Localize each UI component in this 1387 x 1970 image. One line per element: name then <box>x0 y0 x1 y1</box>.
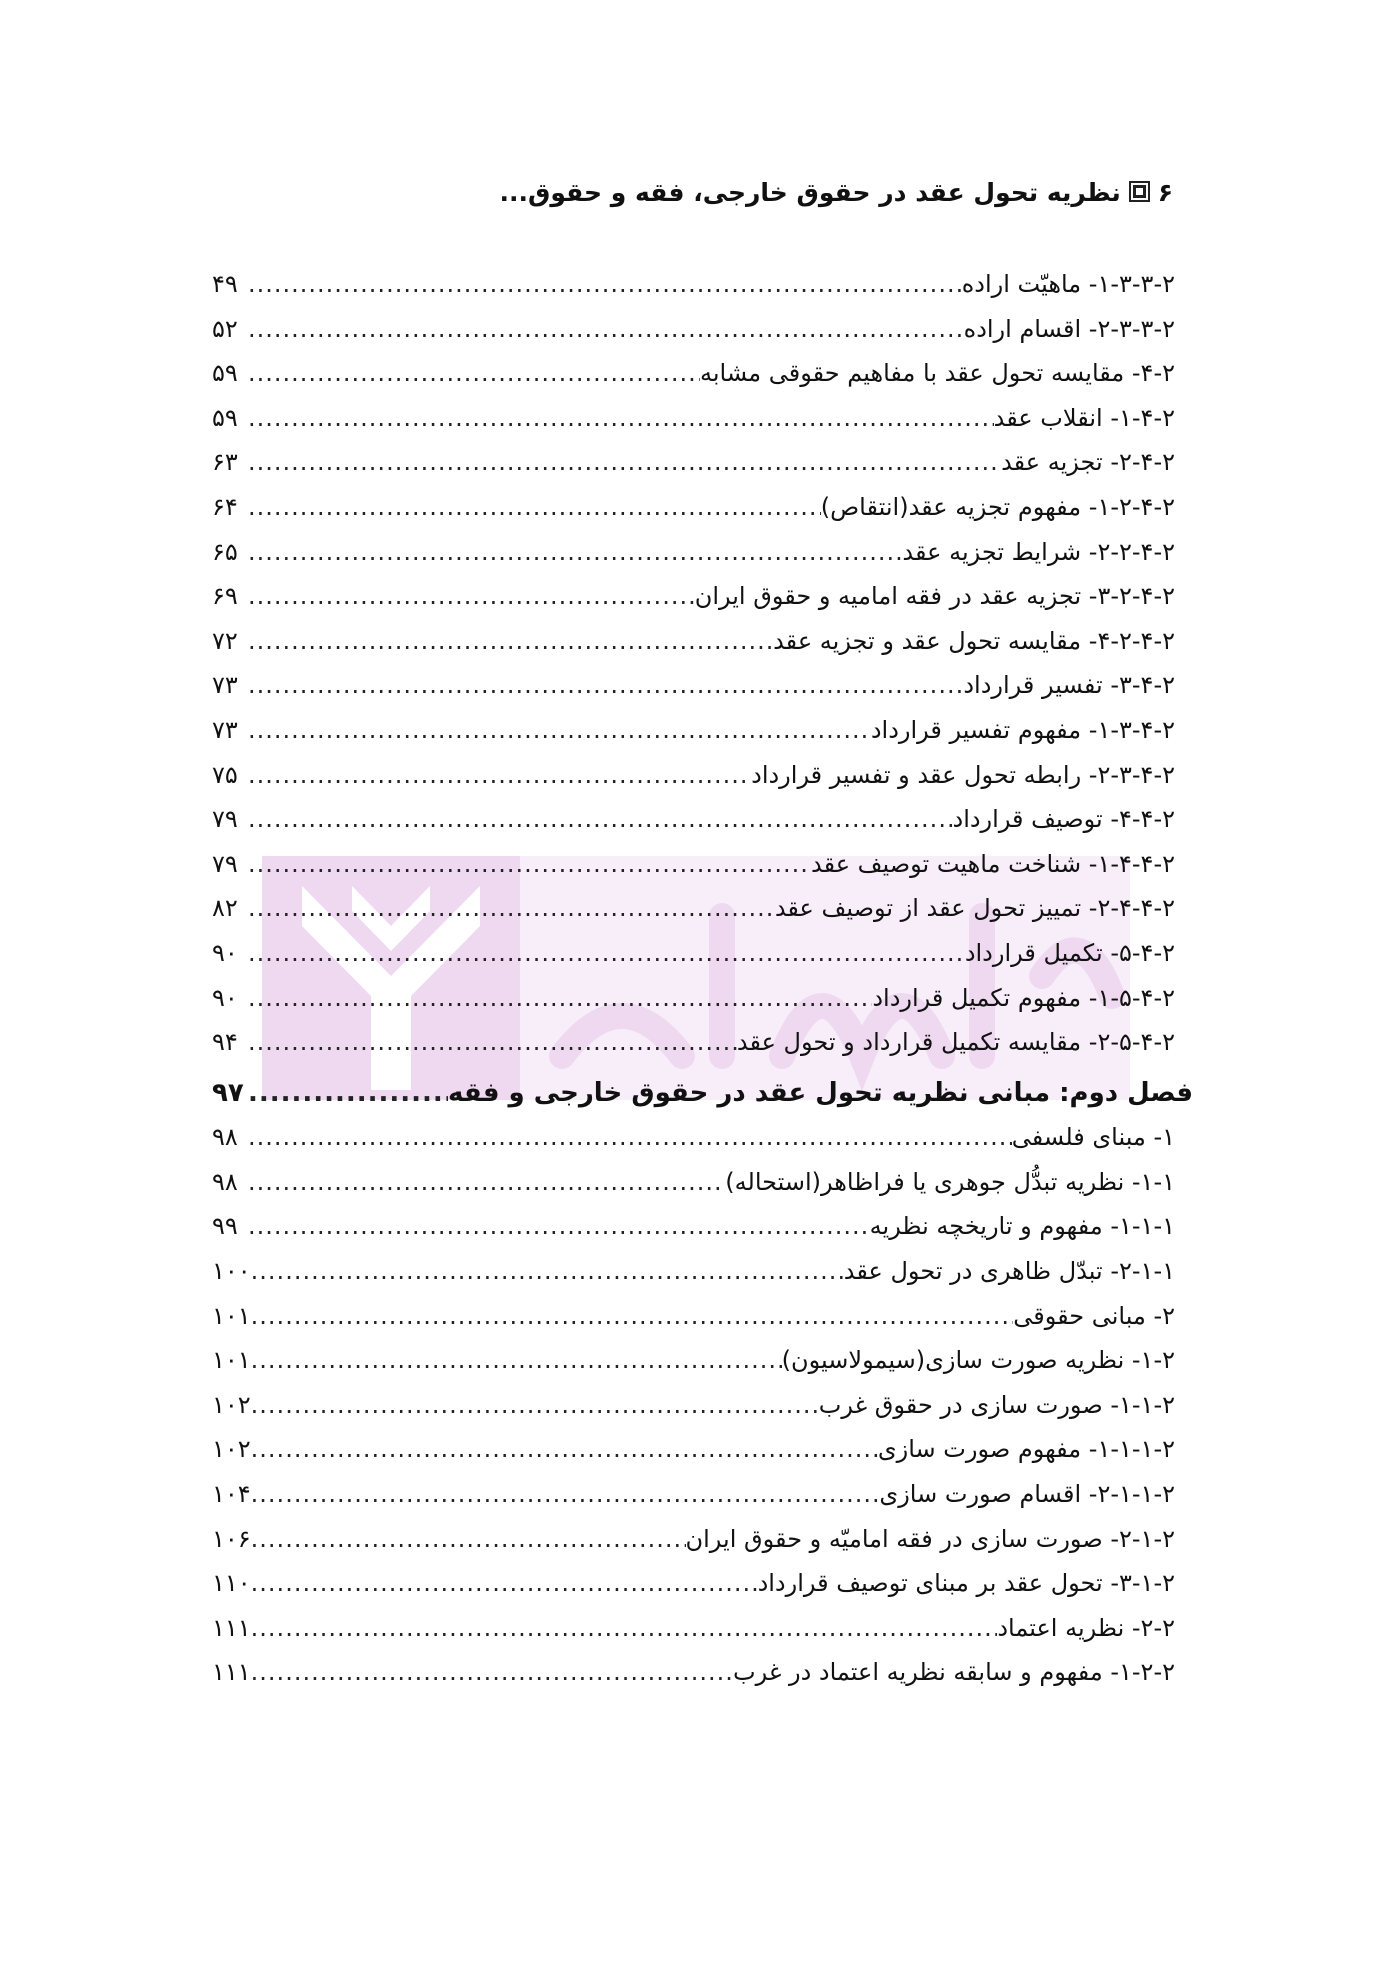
leader-dots <box>248 396 994 441</box>
toc-entry <box>212 663 1175 708</box>
toc-entry-page: ۹۷ <box>212 1077 244 1108</box>
toc-entry <box>212 1650 1175 1695</box>
leader-dots <box>251 1383 819 1428</box>
toc-entry-title: ۱-۱-۲- صورت سازی در حقوق غرب <box>818 1390 1175 1419</box>
toc-entry <box>212 1338 1175 1383</box>
leader-dots <box>248 440 1001 485</box>
toc-entry-page: ۹۰ <box>212 938 238 967</box>
leader-dots <box>251 1650 733 1695</box>
toc-entry-title: ۲-۴-۲- تجزیه عقد <box>1001 448 1175 477</box>
toc-entry <box>212 485 1175 530</box>
leader-dots <box>248 663 963 708</box>
toc-entry-title: ۲-۳-۳-۲- اقسام اراده <box>963 314 1175 343</box>
toc-entry-title: ۲-۱-۱-۲- اقسام صورت سازی <box>879 1480 1175 1509</box>
leader-dots <box>248 307 964 352</box>
leader-dots <box>251 1606 998 1651</box>
toc-entry-page: ۵۹ <box>212 403 238 432</box>
toc-entry-title: ۲-۲-۴-۲- شرایط تجزیه عقد <box>902 537 1175 566</box>
toc-entry-page: ۱۰۰ <box>212 1257 251 1286</box>
toc-entry-title: ۲-۴-۴-۲- تمییز تحول عقد از توصیف عقد <box>774 894 1175 923</box>
toc-entry-page: ۷۲ <box>212 626 238 655</box>
toc-entry <box>212 1204 1175 1249</box>
watermark-text: قانون یار <box>822 1006 826 1007</box>
toc-entry-page: ۱۱۰ <box>212 1569 251 1598</box>
toc-entry-page: ۷۳ <box>212 671 238 700</box>
toc-entry-page: ۵۹ <box>212 359 238 388</box>
leader-dots <box>248 574 695 619</box>
toc-entry <box>212 1472 1175 1517</box>
toc-entry-page: ۱۰۴ <box>212 1480 251 1509</box>
toc-entry-title: ۱-۳-۴-۲- مفهوم تفسیر قرارداد <box>870 715 1175 744</box>
leader-dots <box>248 1160 725 1205</box>
toc-entry <box>212 797 1175 842</box>
toc-entry-page: ۶۵ <box>212 537 238 566</box>
toc-entry-page: ۱۰۲ <box>212 1390 251 1419</box>
toc-entry-title: ۱-۲-۴-۲- مفهوم تجزیه عقد(انتقاص) <box>820 492 1175 521</box>
toc-entry-page: ۹۹ <box>212 1212 238 1241</box>
toc-entry-page: ۴۹ <box>212 270 238 298</box>
toc-entry-title: ۱- مبنای فلسفی <box>1011 1123 1175 1152</box>
toc-entry-page: ۱۰۱ <box>212 1301 251 1330</box>
toc-entry-title: فصل دوم: مبانی نظریه تحول عقد در حقوق خارجی و فقه <box>448 1077 1193 1108</box>
toc-entry <box>212 1115 1175 1160</box>
toc-entry <box>212 1427 1175 1472</box>
leader-dots <box>248 708 871 753</box>
toc-entry-title: ۲-۲- نظریه اعتماد <box>997 1613 1175 1642</box>
toc-entry <box>212 440 1175 485</box>
leader-dots <box>248 1020 737 1065</box>
toc-entry-page: ۱۰۲ <box>212 1435 251 1464</box>
toc-entry-title: ۱-۲-۲- مفهوم و سابقه نظریه اعتماد در غرب <box>732 1658 1175 1687</box>
square-bullet-icon <box>1129 181 1150 202</box>
leader-dots <box>248 976 872 1021</box>
leader-dots <box>251 1561 758 1606</box>
toc-entry-title: ۱-۴-۲- انقلاب عقد <box>993 403 1175 432</box>
toc-entry-title: ۲- مبانی حقوقی <box>1013 1301 1175 1330</box>
toc-entry <box>212 842 1175 887</box>
toc-entry-page: ۷۳ <box>212 715 238 744</box>
toc-entry-title: ۵-۴-۲- تکمیل قرارداد <box>964 938 1175 967</box>
toc-entry-title: ۱-۱-۱- مفهوم و تاریخچه نظریه <box>869 1212 1175 1241</box>
toc-entry-page: ۷۵ <box>212 760 238 789</box>
toc-entry-title: ۲-۳-۴-۲- رابطه تحول عقد و تفسیر قرارداد <box>751 760 1175 789</box>
toc-entry <box>212 1517 1175 1562</box>
leader-dots <box>248 619 773 664</box>
leader-dots <box>248 753 751 798</box>
leader-dots <box>251 1472 880 1517</box>
toc-entry-title: ۱-۱- نظریه تبدُّل جوهری یا فراظاهر(استحاله) <box>725 1167 1175 1196</box>
toc-entry-page: ۱۱۱ <box>212 1613 251 1642</box>
toc-entry <box>212 1606 1175 1651</box>
toc-entry-title: ۱-۳-۳-۲- ماهیّت اراده <box>961 270 1175 298</box>
leader-dots <box>248 485 821 530</box>
toc-entry-title: ۲-۱-۱- تبدّل ظاهری در تحول عقد <box>843 1257 1175 1286</box>
toc-entry-page: ۶۹ <box>212 582 238 611</box>
toc-entry-page: ۶۳ <box>212 448 238 477</box>
toc-entry <box>212 351 1175 396</box>
toc-entry <box>212 1249 1175 1294</box>
toc-entry-title: ۳-۲-۴-۲- تجزیه عقد در فقه امامیه و حقوق ایران <box>694 582 1175 611</box>
toc-entry <box>212 1160 1175 1205</box>
leader-dots <box>248 262 962 307</box>
toc-entry-title: ۱-۱-۱-۲- مفهوم صورت سازی <box>877 1435 1175 1464</box>
toc-entry-page: ۸۲ <box>212 894 238 923</box>
toc-entry <box>212 307 1175 352</box>
toc-entry <box>212 530 1175 575</box>
toc-entry-title: ۴-۲- مقایسه تحول عقد با مفاهیم حقوقی مشابه <box>700 359 1175 388</box>
toc-entry-page: ۷۹ <box>212 805 238 834</box>
toc-entry <box>212 262 1175 307</box>
toc-entry-page: ۹۴ <box>212 1028 238 1057</box>
leader-dots <box>251 1517 686 1562</box>
toc-entry <box>212 396 1175 441</box>
toc-entry <box>212 574 1175 619</box>
table-of-contents <box>212 262 1193 1695</box>
running-header <box>214 178 1173 207</box>
toc-entry-title: ۱-۴-۴-۲- شناخت ماهیت توصیف عقد <box>810 849 1175 878</box>
toc-entry-title: ۴-۲-۴-۲- مقایسه تحول عقد و تجزیه عقد <box>773 626 1175 655</box>
toc-entry-page: ۶۴ <box>212 492 238 521</box>
toc-entry-title: ۱-۵-۴-۲- مفهوم تکمیل قرارداد <box>872 983 1175 1012</box>
book-title: نظریه تحول عقد در حقوق خارجی، فقه و حقوق... <box>499 178 1121 207</box>
leader-dots <box>248 842 811 887</box>
toc-entry <box>212 1561 1175 1606</box>
toc-entry <box>212 931 1175 976</box>
toc-entry-title: ۱-۲- نظریه صورت سازی(سیمولاسیون) <box>781 1346 1175 1375</box>
toc-entry <box>212 619 1175 664</box>
page-number: ۶ <box>1157 178 1173 207</box>
toc-entry-title: ۳-۱-۲- تحول عقد بر مبنای توصیف قرارداد <box>757 1569 1175 1598</box>
toc-entry-page: ۱۱۱ <box>212 1658 251 1687</box>
leader-dots <box>251 1294 1014 1339</box>
leader-dots <box>251 1427 878 1472</box>
leader-dots <box>251 1249 844 1294</box>
toc-entry-title: ۴-۴-۲- توصیف قرارداد <box>952 805 1175 834</box>
leader-dots <box>248 530 902 575</box>
toc-entry-page: ۱۰۶ <box>212 1524 251 1553</box>
toc-entry-page: ۹۰ <box>212 983 238 1012</box>
leader-dots <box>248 797 953 842</box>
toc-entry <box>212 708 1175 753</box>
chapter-heading <box>212 1071 1193 1116</box>
toc-entry <box>212 886 1175 931</box>
toc-entry-title: ۲-۱-۲- صورت سازی در فقه امامیّه و حقوق ایران <box>685 1524 1175 1553</box>
toc-entry <box>212 1020 1175 1065</box>
toc-entry-title: ۳-۴-۲- تفسیر قرارداد <box>963 671 1175 700</box>
leader-dots <box>248 931 965 976</box>
toc-entry <box>212 1383 1175 1428</box>
leader-dots <box>251 1338 782 1383</box>
toc-entry-page: ۷۹ <box>212 849 238 878</box>
leader-dots <box>248 351 700 396</box>
toc-entry-page: ۹۸ <box>212 1167 238 1196</box>
leader-dots <box>248 1204 870 1249</box>
toc-entry <box>212 1294 1175 1339</box>
leader-dots <box>248 1071 448 1116</box>
toc-entry <box>212 976 1175 1021</box>
leader-dots <box>248 886 775 931</box>
toc-entry <box>212 753 1175 798</box>
toc-entry-title: ۲-۵-۴-۲- مقایسه تکمیل قرارداد و تحول عقد <box>736 1028 1175 1057</box>
toc-entry-page: ۹۸ <box>212 1123 238 1152</box>
toc-entry-page: ۱۰۱ <box>212 1346 251 1375</box>
toc-entry-page: ۵۲ <box>212 314 238 343</box>
leader-dots <box>248 1115 1012 1160</box>
